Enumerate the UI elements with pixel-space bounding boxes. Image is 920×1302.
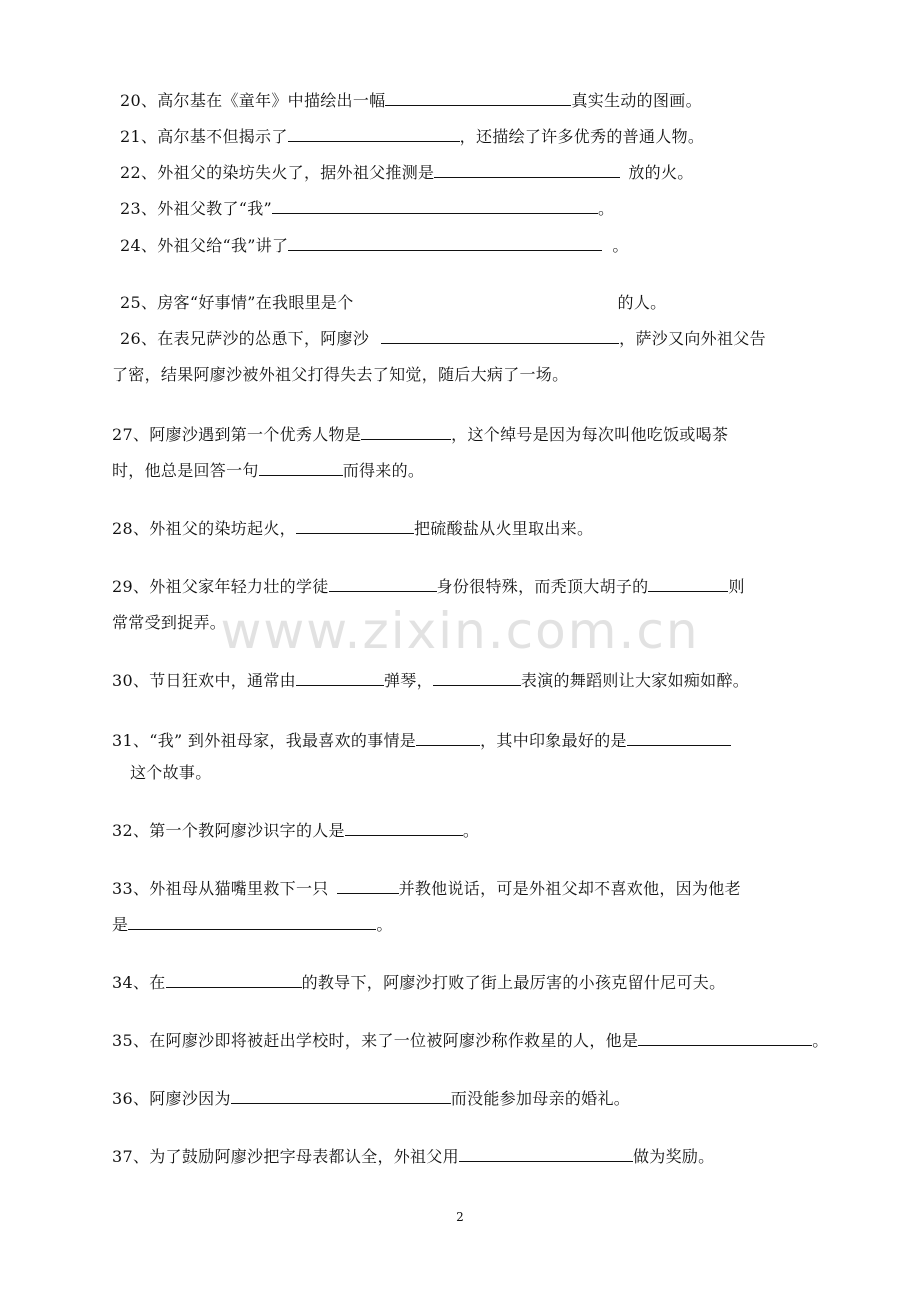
answer-blank[interactable] <box>272 198 598 214</box>
question-20: 20、高尔基在《童年》中描绘出一幅 真实生动的图画。 <box>120 91 702 110</box>
question-23: 23、外祖父教了“我” 。 <box>120 199 615 218</box>
question-36: 36、阿廖沙因为 而没能参加母亲的婚礼。 <box>112 1089 631 1108</box>
question-37: 37、为了鼓励阿廖沙把字母表都认全，外祖父用 做为奖励。 <box>112 1147 715 1166</box>
answer-blank[interactable] <box>638 1030 812 1046</box>
answer-blank[interactable] <box>288 235 602 251</box>
question-26: 26、在表兄萨沙的怂恿下，阿廖沙 ，萨沙又向外祖父告 <box>120 329 766 348</box>
answer-blank[interactable] <box>361 424 451 440</box>
question-27: 27、阿廖沙遇到第一个优秀人物是 ，这个绰号是因为每次叫他吃饭或喝茶 <box>112 425 729 444</box>
question-29-cont: 常常受到捉弄。 <box>112 613 227 632</box>
answer-blank[interactable] <box>648 576 728 592</box>
answer-blank[interactable] <box>416 730 480 746</box>
answer-blank[interactable] <box>231 1088 451 1104</box>
page-number: 2 <box>456 1210 464 1224</box>
answer-blank[interactable] <box>627 730 731 746</box>
question-33-cont: 是 。 <box>112 915 393 934</box>
question-32: 32、第一个教阿廖沙识字的人是 。 <box>112 821 480 840</box>
answer-blank[interactable] <box>296 518 414 534</box>
question-27-cont: 时，他总是回答一句 而得来的。 <box>112 461 425 480</box>
question-22: 22、外祖父的染坊失火了，据外祖父推测是 放的火。 <box>120 163 694 182</box>
question-21: 21、高尔基不但揭示了 ，还描绘了许多优秀的普通人物。 <box>120 127 705 146</box>
question-31-cont: 这个故事。 <box>130 763 212 782</box>
question-30: 30、节日狂欢中，通常由 弹琴， 表演的舞蹈则让大家如痴如醉。 <box>112 671 750 690</box>
answer-blank[interactable] <box>345 820 463 836</box>
answer-blank[interactable] <box>381 328 619 344</box>
answer-blank[interactable] <box>434 162 620 178</box>
answer-blank[interactable] <box>385 90 571 106</box>
answer-blank[interactable] <box>296 670 384 686</box>
question-31: 31、“我” 到外祖母家，我最喜欢的事情是 ，其中印象最好的是 <box>112 730 731 752</box>
answer-blank[interactable] <box>329 576 437 592</box>
question-24: 24、外祖父给“我”讲了 。 <box>120 236 629 255</box>
answer-blank[interactable] <box>459 1146 633 1162</box>
question-34: 34、在 的教导下，阿廖沙打败了街上最厉害的小孩克留什尼可夫。 <box>112 973 726 992</box>
question-33: 33、外祖母从猫嘴里救下一只 并教他说话，可是外祖父却不喜欢他，因为他老 <box>112 879 741 898</box>
answer-blank[interactable] <box>337 878 399 894</box>
answer-blank[interactable] <box>128 914 376 930</box>
answer-blank[interactable] <box>288 126 460 142</box>
question-26-cont: 了密，结果阿廖沙被外祖父打得失去了知觉，随后大病了一场。 <box>112 365 569 384</box>
watermark: www.zixin.com.cn <box>220 602 700 660</box>
question-25: 25、房客“好事情”在我眼里是个 的人。 <box>120 293 667 312</box>
question-29: 29、外祖父家年轻力壮的学徒 身份很特殊，而秃顶大胡子的 则 <box>112 577 745 596</box>
question-35: 35、在阿廖沙即将被赶出学校时，来了一位被阿廖沙称作救星的人，他是 。 <box>112 1031 829 1050</box>
answer-blank[interactable] <box>166 972 302 988</box>
answer-blank[interactable] <box>433 670 521 686</box>
answer-blank[interactable] <box>259 460 343 476</box>
question-28: 28、外祖父的染坊起火， 把硫酸盐从火里取出来。 <box>112 519 594 538</box>
